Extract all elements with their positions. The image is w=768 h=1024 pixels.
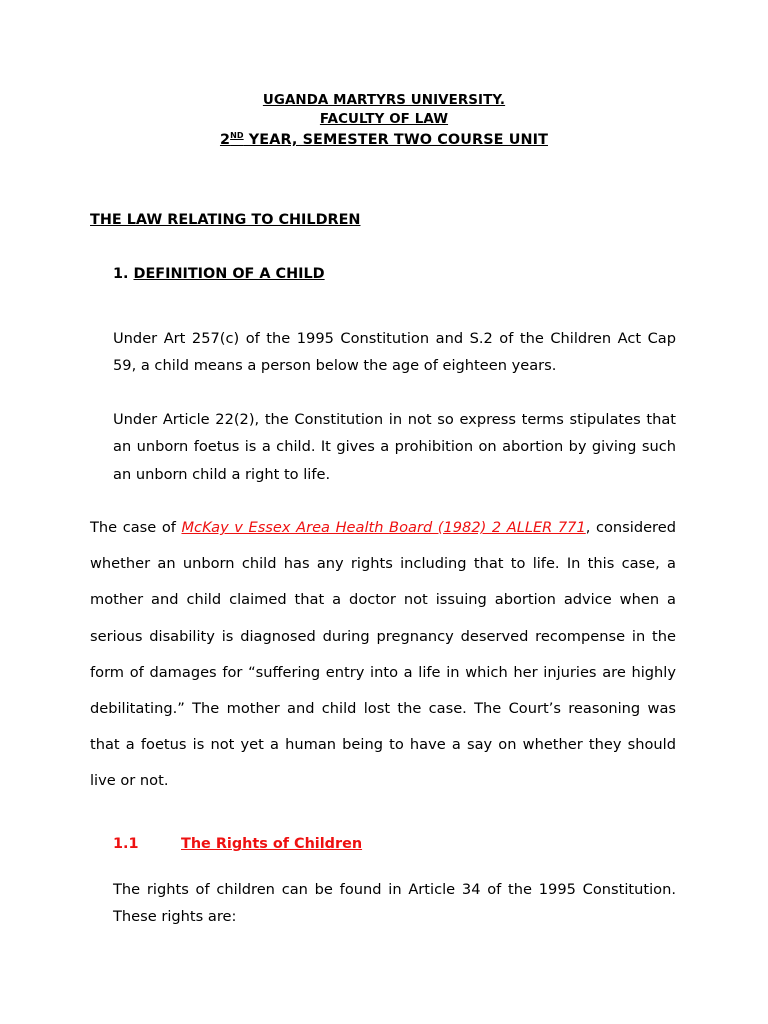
paragraph-unborn-foetus: Under Article 22(2), the Constitution in not so express terms stipulates that an unborn foetus is a child. It gives a prohibition on abortion by giving such an unborn child a right to life. [113,411,676,483]
section-1-1-heading [113,836,362,852]
course-title: THE LAW RELATING TO CHILDREN [90,212,361,228]
year-ordinal-suffix: ND [230,131,244,140]
case-intro-text: The case of [90,519,182,536]
section-1-1-title: The Rights of Children [181,836,363,852]
section-1-heading [113,266,325,282]
section-1-title: DEFINITION OF A CHILD [133,266,325,282]
paragraph-child-definition: Under Art 257(c) of the 1995 Constitution and S.2 of the Children Act Cap 59, a child means a person below the age of eighteen years. [113,330,676,375]
section-1-number: 1. [113,266,129,282]
section-1-1-number: 1.1 [113,836,139,852]
course-year-line [0,131,768,148]
paragraph-rights-intro: The rights of children can be found in Article 34 of the 1995 Constitution. These rights are: [113,881,676,926]
year-description: YEAR, SEMESTER TWO COURSE UNIT [243,132,549,148]
faculty-name: FACULTY OF LAW [319,112,449,127]
paragraph-mckay-case [90,510,676,800]
case-discussion-text: , considered whether an unborn child has any rights including that to life. In this case, a mother and child claimed that a doctor not issuing abortion advice when a serious disability is diagnosed during pregnancy deserved recompense in the form of damages for “suffering entry into a life in which her injuries are highly debilitating.” The mother and child lost the case. The Court’s reasoning was that a foetus is not yet a human being to have a say on whether they should live or not. [90,519,676,790]
case-citation-link[interactable]: McKay v Essex Area Health Board (1982) 2 ALLER 771 [181,519,586,536]
year-number: 2 [219,132,231,148]
university-name: UGANDA MARTYRS UNIVERSITY. [262,93,506,108]
